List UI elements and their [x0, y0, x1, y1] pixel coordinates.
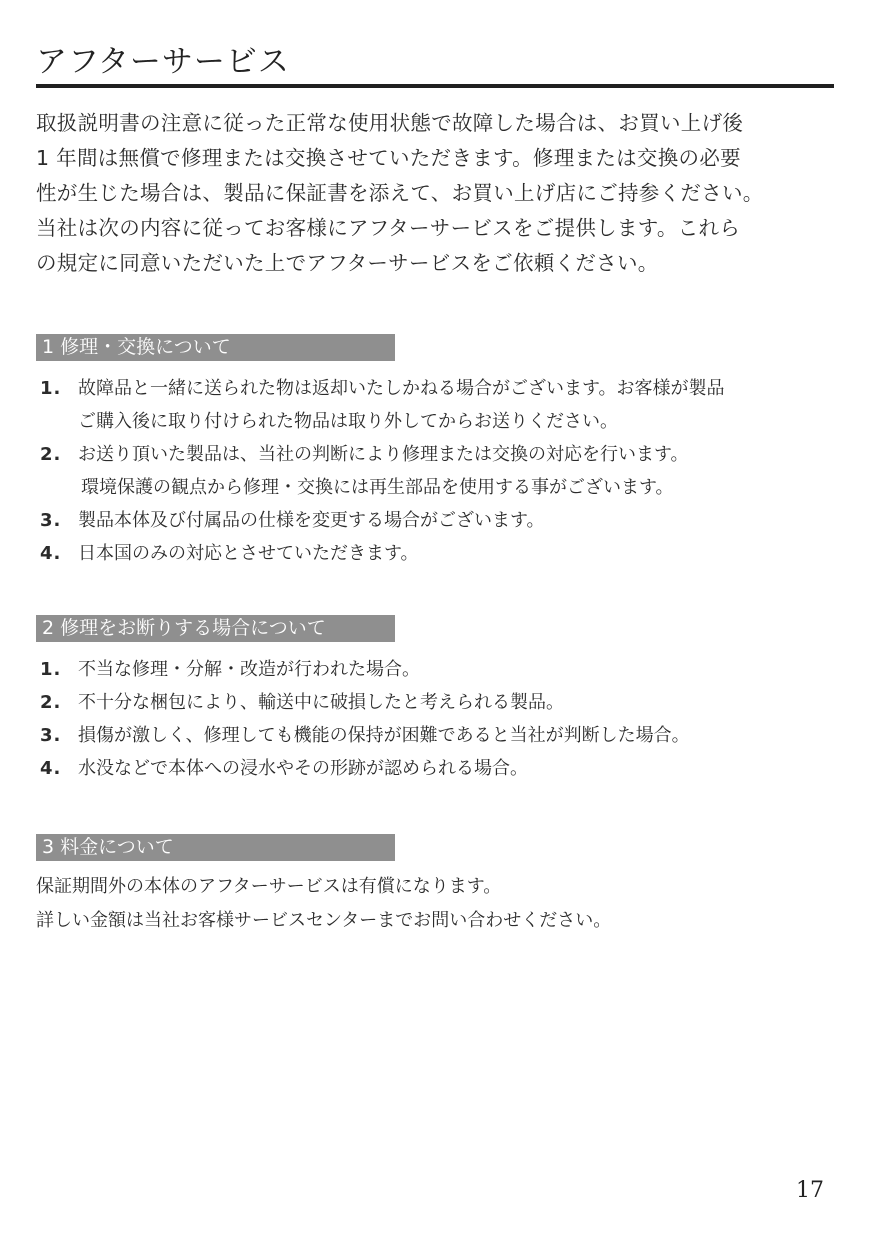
list-item — [36, 504, 836, 537]
item-text: お送り頂いた製品は、当社の判断により修理または交換の対応を行います。 — [78, 444, 689, 465]
list-item — [36, 686, 836, 719]
page-title: アフターサービス — [36, 44, 290, 80]
section-heading-repair-exchange: 1 修理・交換について — [36, 334, 395, 361]
repair-exchange-list — [36, 372, 836, 570]
list-item — [36, 719, 836, 752]
item-text: 損傷が激しく、修理しても機能の保持が困難であると当社が判断した場合。 — [78, 725, 690, 746]
repair-refusal-list — [36, 653, 836, 785]
list-item — [36, 438, 836, 504]
fees-line: 詳しい金額は当社お客様サービスセンターまでお問い合わせください。 — [36, 910, 612, 931]
section-heading-repair-refusal: 2 修理をお断りする場合について — [36, 615, 395, 642]
item-text-continued: ご購入後に取り付けられた物品は取り外してからお送りください。 — [78, 411, 618, 432]
item-text: 日本国のみの対応とさせていただきます。 — [78, 543, 419, 564]
intro-line: 性が生じた場合は、製品に保証書を添えて、お買い上げ店にご持参ください。 — [36, 181, 764, 205]
item-number: 4. — [40, 758, 62, 779]
item-text: 不十分な梱包により、輸送中に破損したと考えられる製品。 — [78, 692, 564, 713]
fees-line: 保証期間外の本体のアフターサービスは有償になります。 — [36, 876, 502, 897]
item-number: 1. — [40, 659, 62, 680]
item-number: 2. — [40, 692, 62, 713]
intro-line: の規定に同意いただいた上でアフターサービスをご依頼ください。 — [36, 251, 659, 275]
title-underline — [36, 84, 834, 88]
item-number: 1. — [40, 378, 62, 399]
item-number: 2. — [40, 444, 62, 465]
item-number: 3. — [40, 510, 62, 531]
page-number: 17 — [796, 1178, 824, 1203]
intro-line: 当社は次の内容に従ってお客様にアフターサービスをご提供します。これら — [36, 216, 741, 240]
list-item — [36, 537, 836, 570]
intro-line: 1 年間は無償で修理または交換させていただきます。修理または交換の必要 — [36, 146, 741, 170]
item-text: 水没などで本体への浸水やその形跡が認められる場合。 — [78, 758, 528, 779]
item-text-continued: 環境保護の観点から修理・交換には再生部品を使用する事がございます。 — [81, 477, 674, 498]
list-item — [36, 372, 836, 438]
intro-paragraph — [36, 106, 836, 281]
item-text: 故障品と一緒に送られた物は返却いたしかねる場合がございます。お客様が製品 — [78, 378, 725, 399]
item-number: 4. — [40, 543, 62, 564]
list-item — [36, 653, 836, 686]
section-heading-fees: 3 料金について — [36, 834, 395, 861]
item-number: 3. — [40, 725, 62, 746]
intro-line: 取扱説明書の注意に従った正常な使用状態で故障した場合は、お買い上げ後 — [36, 111, 744, 135]
list-item — [36, 752, 836, 785]
item-text: 不当な修理・分解・改造が行われた場合。 — [78, 659, 420, 680]
fees-text — [36, 870, 836, 938]
item-text: 製品本体及び付属品の仕様を変更する場合がございます。 — [78, 510, 545, 531]
